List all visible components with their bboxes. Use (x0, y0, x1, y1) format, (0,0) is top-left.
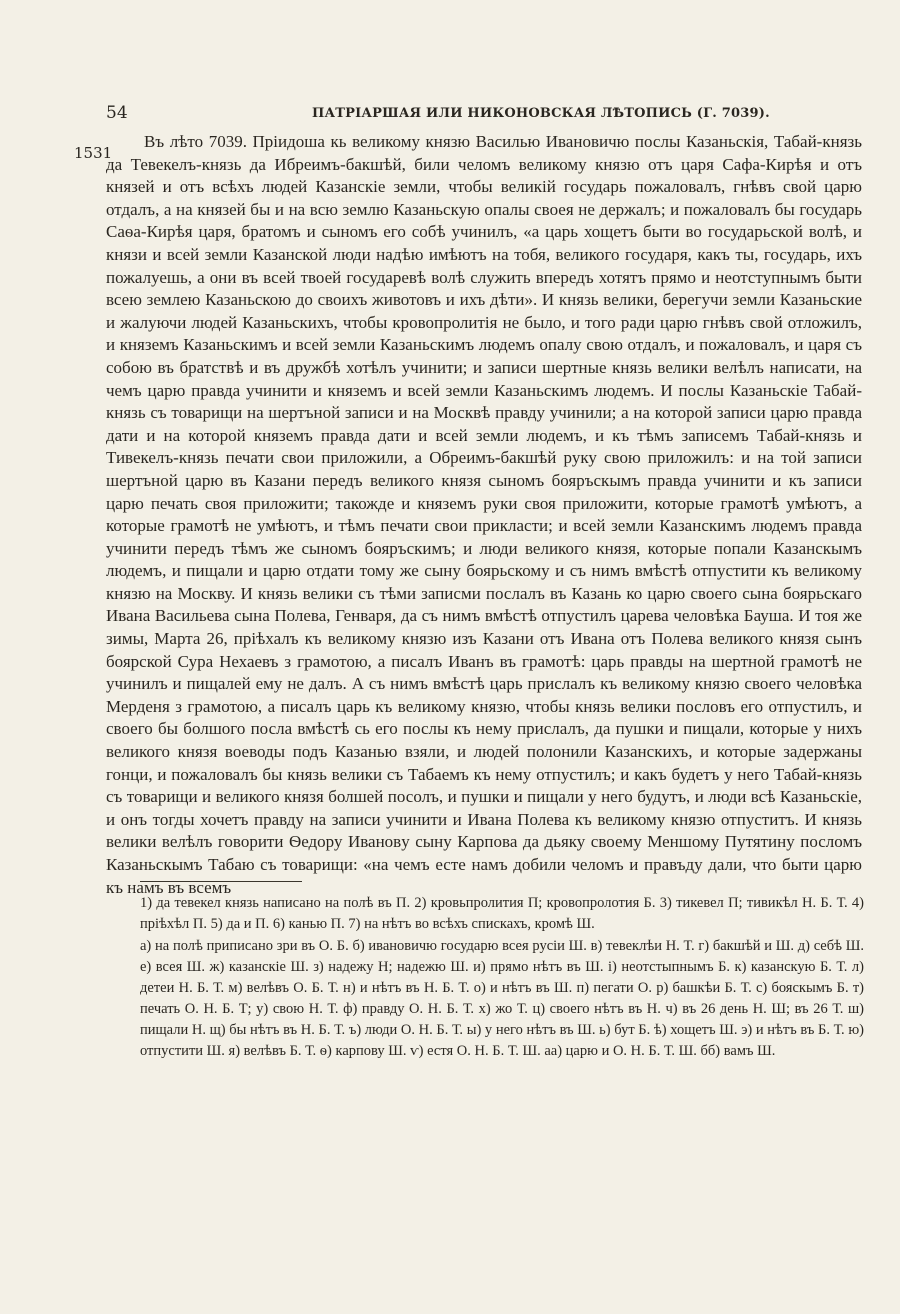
chronicle-body-text: Въ лѣто 7039. Пріидоша кь великому князю Василью Ивановичю послы Казаньскія, Табай-князь да Тевекелъ-князь да Ибреимъ-бакшѣй, били челомъ великому князю отъ царя Сафа-Кирѣя и отъ князей и отъ всѣхъ людей Казанскіе земли, чтобы великій государь пожаловалъ, гнѣвъ свой царю отдалъ, а на князей бы и на всю землю Казаньскую опалы своея не держалъ; и пожаловалъ бы государь Саѳа-Кирѣя царя, братомъ и сыномъ его собѣ учинилъ, «а царь хощетъ быти во государьской волѣ, и князи и всей земли Казанской люди надѣю имѣютъ на тобя, великого государя, какъ ты, государь, ихъ пожалуешь, а они въ всей твоей государевѣ волѣ служить впередъ хотятъ прямо и неотступнымъ быти всею землею Казаньскою до своихъ животовъ и ихъ дѣти». И князь велики, берегучи земли Казаньские и жалуючи людей Казаньскихъ, чтобы кровопролитія не было, и того ради царю гнѣвъ свой отложилъ, и княземъ Казаньскимъ и всей земли Казаньскимъ людемъ опалу свою отдалъ, и пожаловалъ, и царя съ собою въ братствѣ и въ дружбѣ хотѣлъ учинити; и записи шертные князь велики велѣлъ написати, на чемъ царю правда учинити и княземъ и всей земли Казаньскимъ людемъ. И послы Казаньскіе Табай-князь съ товарищи на шертъной записи и на Москвѣ правду учинили; а на которой записи царю правда дати и на которой княземъ правда дати и всей земли людемъ, и къ тѣмъ записемъ Табай-князь и Тивекелъ-князь печати свои приложили, а Обреимъ-бакшѣй руку свою приложилъ: и на той записи шертъной царю въ Казани передъ великого князя сыномъ бояръскымъ правда учинити и къ записи царю печать своя приложити; такожде и княземъ руки своя приложити, которые грамотѣ умѣютъ, а которые грамотѣ не умѣютъ, и тѣмъ печати свои приклaсти; и всей земли Казанскимъ людемъ правда учинити передъ тѣмъ же сыномъ бояръскимъ; и люди великого князя, которые попали Казанскымъ людемъ, и пищали и царю отдати тому же сыну боярьскому и съ нимъ вмѣстѣ отпустити къ великому князю на Москву. И князь велики съ тѣми записми послалъ въ Казань ко царю своего сына боярьскаго Ивана Васильева сына Полева, Генваря, да съ нимъ вмѣстѣ отпустилъ царева человѣка Бауша. И тоя же зимы, Марта 26, пріѣхалъ къ великому князю изъ Казани отъ Ивана отъ Полева великого князя сынъ боярской Сура Нехаевъ з грамотою, а писалъ Иванъ въ грамотѣ: царь правды на шертной грамотѣ не учинилъ и пищалей ему не далъ. А съ нимъ вмѣстѣ царь прислалъ къ великому князю своего человѣка Мерденя з грамотою, а писалъ царь къ великому князю, чтобы князь велики пословъ его отпустилъ, и своего бы болшого посла вмѣстѣ сь его послы къ нему прислалъ, да пушки и пищали, которые у нихъ великого князя воеводы подъ Казанью взяли, и людей полонили Казанскихъ, и которые задержаны гонци, и пожаловалъ бы князь велики съ Табаемъ къ нему отпустилъ; и какъ будетъ у него Табай-князь съ товарищи и великого князя болшей посолъ, и пушки и пищали у него будутъ, и люди всѣ Казаньскіе, и онъ тогды хочетъ правду на записи учинити и Ивана Полева къ великому князю отпуститъ. И князь велики велѣлъ говорити Ѳедору Ивановy сыну Карпова да дьяку своему Меншому Путятину посломъ Казаньскымъ Табаю съ товарищи: «на чемъ есте намъ добили челомъ и правъду дали, что быти царю къ намъ въ всемъ (106, 132, 862, 897)
footnotes-lettered: а) на полѣ приписано зри въ О. Б. б) ивановичю государю всея русіи Ш. в) тевеклѣи Н. Т. г) бакшѣй и Ш. д) себѣ Ш. е) всея Ш. ж) казанскіе Ш. з) надежу Н; надежю Ш. и) прямо нѣтъ въ Ш. і) неотстыпнымъ Б. к) казанскую Б. Т. л) детеи Н. Б. Т. м) велѣвъ О. Б. Т. н) и нѣтъ въ Н. Б. Т. о) и нѣтъ въ Ш. п) пегати О. р) башкѣи Б. Т. с) бояскымъ Б. т) печать О. Н. Б. Т; у) свою Н. Т. ф) правду О. Н. Б. Т. х) жо Т. ц) своего нѣтъ въ Н. ч) въ 26 день Н. Ш; въ 26 Т. ш) пищали Н. щ) бы нѣтъ въ Н. Б. Т. ъ) люди О. Н. Б. Т. ы) у него нѣтъ въ Ш. ь) бут Б. ѣ) хощетъ Ш. э) и нѣтъ въ Б. Т. ю) отпустити Ш. я) велѣвъ Б. Т. ѳ) карпову Ш. ѵ) естя О. Н. Б. Т. Ш. аа) царю и О. Н. Б. Т. Ш. бб) вамъ Ш. (140, 938, 864, 1059)
page-number: 54 (106, 103, 128, 123)
margin-year: 1531 (74, 144, 113, 162)
footnote-divider (140, 881, 302, 882)
running-head: ПАТРІАРШАЯ ИЛИ НИКОНОВСКАЯ ЛѢТОПИСЬ (Г. 7039). (312, 106, 770, 121)
footnotes-numbered: 1) да тевекел князь написано на полѣ въ П. 2) кровьпролития П; кровопролотия Б. 3) тикевел П; тивикѣл Н. Б. Т. 4) пріѣхѣл П. 5) да и П. 6) канью П. 7) на нѣтъ во всѣхъ спискахъ, кромѣ Ш. (140, 895, 864, 932)
